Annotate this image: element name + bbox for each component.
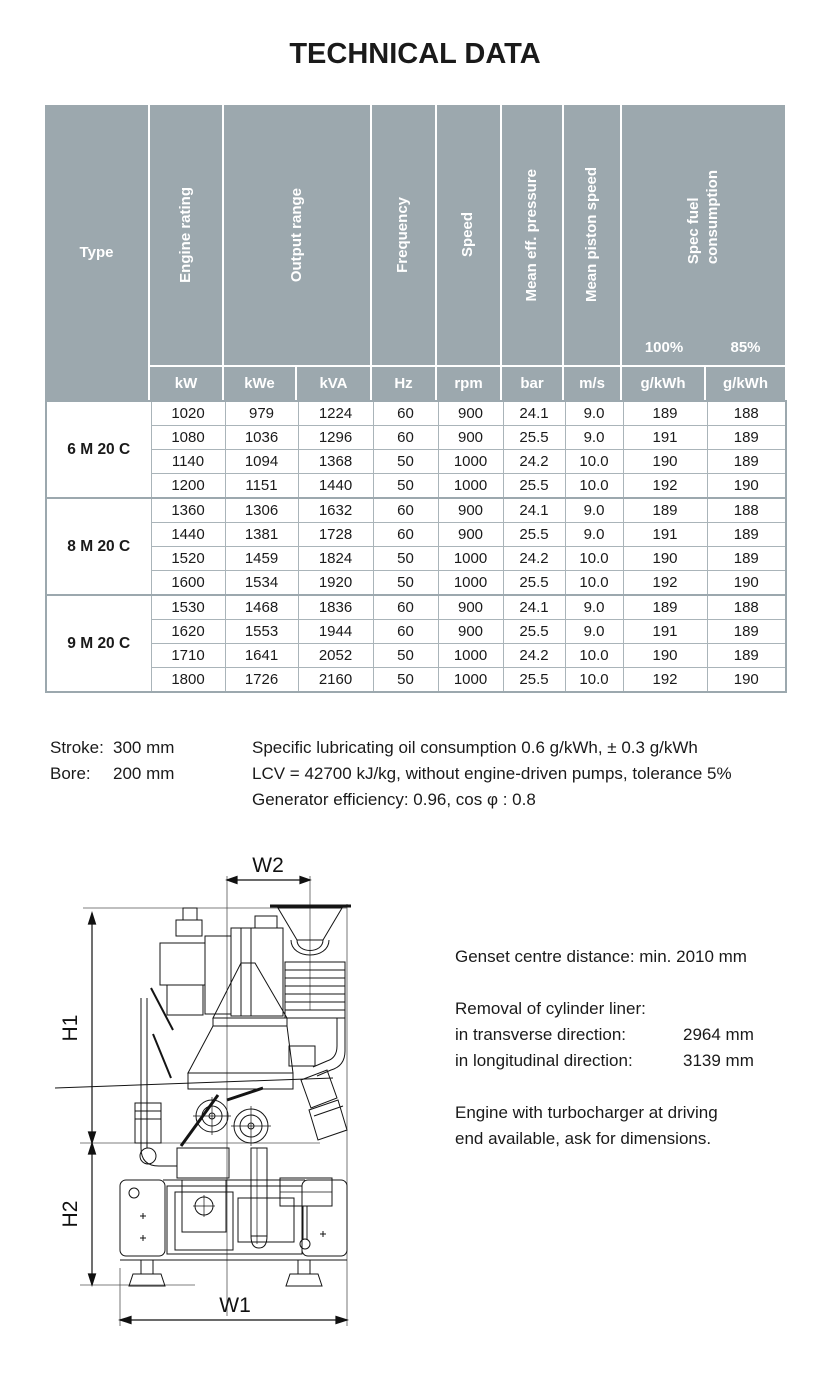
- table-cell: 191: [623, 426, 707, 450]
- table-cell: 979: [225, 401, 298, 426]
- table-cell: 190: [707, 571, 786, 596]
- table-cell: 190: [707, 474, 786, 499]
- table-cell: 1824: [298, 547, 373, 571]
- dimension-info: [455, 944, 754, 1152]
- dimension-label-h2: H2: [59, 1200, 82, 1228]
- table-cell: 188: [707, 401, 786, 426]
- table-cell: 1920: [298, 571, 373, 596]
- table-header: [45, 105, 785, 400]
- table-cell: 10.0: [565, 450, 623, 474]
- unit-gkwh-85: g/kWh: [706, 365, 785, 400]
- liner-transverse-value: 2964 mm: [683, 1025, 754, 1044]
- engine-data-table: [45, 400, 787, 693]
- table-cell: 1000: [438, 474, 503, 499]
- table-cell: 60: [373, 426, 438, 450]
- stroke-row: [50, 735, 174, 761]
- unit-kva: kVA: [297, 365, 372, 400]
- column-header-speed: [437, 105, 502, 365]
- table-cell: 50: [373, 644, 438, 668]
- table-row: [46, 644, 786, 668]
- column-header-spec-fuel-consumption: [622, 105, 785, 330]
- table-cell: 1094: [225, 450, 298, 474]
- engine-dimension-drawing: [55, 848, 445, 1328]
- table-cell: 192: [623, 474, 707, 499]
- table-row: [46, 547, 786, 571]
- table-cell: 9.0: [565, 401, 623, 426]
- table-cell: 24.1: [503, 498, 565, 523]
- bore-value: 200 mm: [113, 764, 175, 783]
- table-cell: 189: [707, 426, 786, 450]
- table-cell: 188: [707, 498, 786, 523]
- table-cell: 24.2: [503, 547, 565, 571]
- table-cell: 50: [373, 668, 438, 693]
- sfc-load-85: 85%: [730, 339, 761, 356]
- unit-bar: bar: [502, 365, 564, 400]
- table-cell: 1632: [298, 498, 373, 523]
- page-title: TECHNICAL DATA: [289, 38, 541, 70]
- table-cell: 50: [373, 547, 438, 571]
- table-cell: 192: [623, 668, 707, 693]
- table-cell: 1296: [298, 426, 373, 450]
- stroke-bore-notes: [50, 735, 174, 787]
- table-cell: 900: [438, 498, 503, 523]
- table-cell: 9.0: [565, 595, 623, 620]
- column-header-type-label: Type: [79, 244, 114, 261]
- table-row: [46, 620, 786, 644]
- table-cell: 189: [623, 595, 707, 620]
- liner-removal-title: Removal of cylinder liner:: [455, 999, 646, 1018]
- table-cell: 60: [373, 595, 438, 620]
- column-header-spec-fuel-consumption-label: [685, 170, 723, 264]
- table-cell: 25.5: [503, 668, 565, 693]
- table-row: [46, 450, 786, 474]
- table-row: [46, 523, 786, 547]
- table-row: [46, 426, 786, 450]
- table-cell: 1440: [298, 474, 373, 499]
- table-cell: 10.0: [565, 571, 623, 596]
- table-cell: 1520: [151, 547, 225, 571]
- table-cell: 60: [373, 498, 438, 523]
- column-header-engine-rating-label: Engine rating: [176, 187, 194, 283]
- table-cell: 190: [623, 644, 707, 668]
- engine-type-cell: 9 M 20 C: [46, 595, 151, 692]
- table-cell: 10.0: [565, 547, 623, 571]
- table-row: [46, 474, 786, 499]
- table-cell: 1530: [151, 595, 225, 620]
- unit-hz: Hz: [372, 365, 437, 400]
- table-cell: 191: [623, 523, 707, 547]
- unit-kw: kW: [150, 365, 224, 400]
- unit-rpm: rpm: [437, 365, 502, 400]
- column-header-engine-rating: [150, 105, 224, 365]
- table-row: [46, 571, 786, 596]
- dimension-label-w1: W1: [219, 1294, 251, 1317]
- table-cell: 900: [438, 426, 503, 450]
- table-cell: 60: [373, 401, 438, 426]
- table-cell: 1080: [151, 426, 225, 450]
- unit-gkwh-100: g/kWh: [622, 365, 706, 400]
- column-header-output-range: [224, 105, 372, 365]
- bore-row: [50, 761, 174, 787]
- table-row: [46, 668, 786, 693]
- table-cell: 1728: [298, 523, 373, 547]
- dimension-label-h1: H1: [59, 1014, 82, 1042]
- sfc-load-100: 100%: [644, 339, 684, 356]
- table-cell: 1534: [225, 571, 298, 596]
- column-header-speed-label: Speed: [459, 212, 477, 258]
- unit-ms: m/s: [564, 365, 622, 400]
- table-cell: 900: [438, 595, 503, 620]
- table-cell: 190: [707, 668, 786, 693]
- table-cell: 60: [373, 620, 438, 644]
- table-cell: 1000: [438, 668, 503, 693]
- sfc-label-line1: Spec fuel: [684, 197, 702, 265]
- table-cell: 10.0: [565, 644, 623, 668]
- table-cell: 900: [438, 523, 503, 547]
- table-cell: 1140: [151, 450, 225, 474]
- table-cell: 189: [707, 450, 786, 474]
- column-header-frequency: [372, 105, 437, 365]
- table-cell: 1200: [151, 474, 225, 499]
- table-cell: 1726: [225, 668, 298, 693]
- table-cell: 1381: [225, 523, 298, 547]
- column-header-type: [45, 105, 150, 400]
- liner-transverse-label: in transverse direction:: [455, 1025, 627, 1044]
- turbocharger-note-line2: end available, ask for dimensions.: [455, 1129, 712, 1148]
- table-cell: 1641: [225, 644, 298, 668]
- table-cell: 1800: [151, 668, 225, 693]
- note-generator-efficiency: Generator efficiency: 0.96, cos φ : 0.8: [252, 790, 536, 809]
- table-cell: 9.0: [565, 523, 623, 547]
- table-cell: 2052: [298, 644, 373, 668]
- table-cell: 9.0: [565, 620, 623, 644]
- table-cell: 1620: [151, 620, 225, 644]
- table-cell: 24.2: [503, 644, 565, 668]
- table-cell: 1440: [151, 523, 225, 547]
- liner-longitudinal-row: [455, 1048, 754, 1074]
- table-cell: 1368: [298, 450, 373, 474]
- table-cell: 1306: [225, 498, 298, 523]
- table-cell: 25.5: [503, 620, 565, 644]
- liner-longitudinal-label: in longitudinal direction:: [455, 1051, 633, 1070]
- genset-distance-note: Genset centre distance: min. 2010 mm: [455, 947, 747, 966]
- table-cell: 1000: [438, 450, 503, 474]
- table-cell: 1459: [225, 547, 298, 571]
- column-header-mean-piston-speed: [564, 105, 622, 365]
- stroke-value: 300 mm: [113, 738, 175, 757]
- table-cell: 188: [707, 595, 786, 620]
- table-cell: 1600: [151, 571, 225, 596]
- general-notes: [252, 735, 732, 813]
- table-cell: 192: [623, 571, 707, 596]
- table-cell: 2160: [298, 668, 373, 693]
- table-cell: 189: [707, 620, 786, 644]
- table-cell: 189: [623, 401, 707, 426]
- bore-label: Bore:: [50, 764, 91, 783]
- table-cell: 189: [707, 523, 786, 547]
- table-cell: 1000: [438, 644, 503, 668]
- unit-kwe: kWe: [224, 365, 297, 400]
- engine-line-art: [55, 906, 351, 1286]
- table-cell: 25.5: [503, 474, 565, 499]
- column-header-mean-eff-pressure-label: Mean eff. pressure: [522, 168, 540, 302]
- table-cell: 60: [373, 523, 438, 547]
- table-cell: 1836: [298, 595, 373, 620]
- table-cell: 900: [438, 620, 503, 644]
- table-cell: 900: [438, 401, 503, 426]
- table-cell: 1553: [225, 620, 298, 644]
- note-lube-oil: Specific lubricating oil consumption 0.6 g/kWh, ± 0.3 g/kWh: [252, 738, 698, 757]
- table-cell: 10.0: [565, 668, 623, 693]
- table-cell: 50: [373, 571, 438, 596]
- liner-longitudinal-value: 3139 mm: [683, 1051, 754, 1070]
- table-cell: 190: [623, 450, 707, 474]
- stroke-label: Stroke:: [50, 738, 104, 757]
- table-cell: 10.0: [565, 474, 623, 499]
- table-row: [46, 498, 786, 523]
- note-lcv: LCV = 42700 kJ/kg, without engine-driven pumps, tolerance 5%: [252, 764, 732, 783]
- table-cell: 24.1: [503, 401, 565, 426]
- column-header-mean-piston-speed-label: Mean piston speed: [582, 167, 600, 303]
- table-cell: 190: [623, 547, 707, 571]
- dimension-label-w2: W2: [252, 854, 284, 877]
- table-cell: 1468: [225, 595, 298, 620]
- table-cell: 189: [707, 547, 786, 571]
- column-header-mean-eff-pressure: [502, 105, 564, 365]
- table-cell: 1000: [438, 547, 503, 571]
- table-cell: 1151: [225, 474, 298, 499]
- table-cell: 189: [623, 498, 707, 523]
- table-cell: 1020: [151, 401, 225, 426]
- table-cell: 189: [707, 644, 786, 668]
- table-cell: 50: [373, 474, 438, 499]
- column-header-output-range-label: Output range: [287, 187, 305, 283]
- column-header-frequency-label: Frequency: [394, 197, 412, 273]
- table-cell: 25.5: [503, 571, 565, 596]
- table-row: [46, 401, 786, 426]
- table-cell: 9.0: [565, 498, 623, 523]
- table-cell: 50: [373, 450, 438, 474]
- table-cell: 1360: [151, 498, 225, 523]
- table-cell: 1710: [151, 644, 225, 668]
- table-cell: 1036: [225, 426, 298, 450]
- table-cell: 191: [623, 620, 707, 644]
- table-cell: 1944: [298, 620, 373, 644]
- table-cell: 25.5: [503, 426, 565, 450]
- sfc-label-line2: consumption: [703, 170, 721, 265]
- table-row: [46, 595, 786, 620]
- table-cell: 9.0: [565, 426, 623, 450]
- table-cell: 1000: [438, 571, 503, 596]
- liner-transverse-row: [455, 1022, 754, 1048]
- engine-type-cell: 8 M 20 C: [46, 498, 151, 595]
- table-cell: 24.2: [503, 450, 565, 474]
- table-cell: 1224: [298, 401, 373, 426]
- turbocharger-note-line1: Engine with turbocharger at driving: [455, 1103, 718, 1122]
- table-cell: 24.1: [503, 595, 565, 620]
- engine-type-cell: 6 M 20 C: [46, 401, 151, 498]
- table-cell: 25.5: [503, 523, 565, 547]
